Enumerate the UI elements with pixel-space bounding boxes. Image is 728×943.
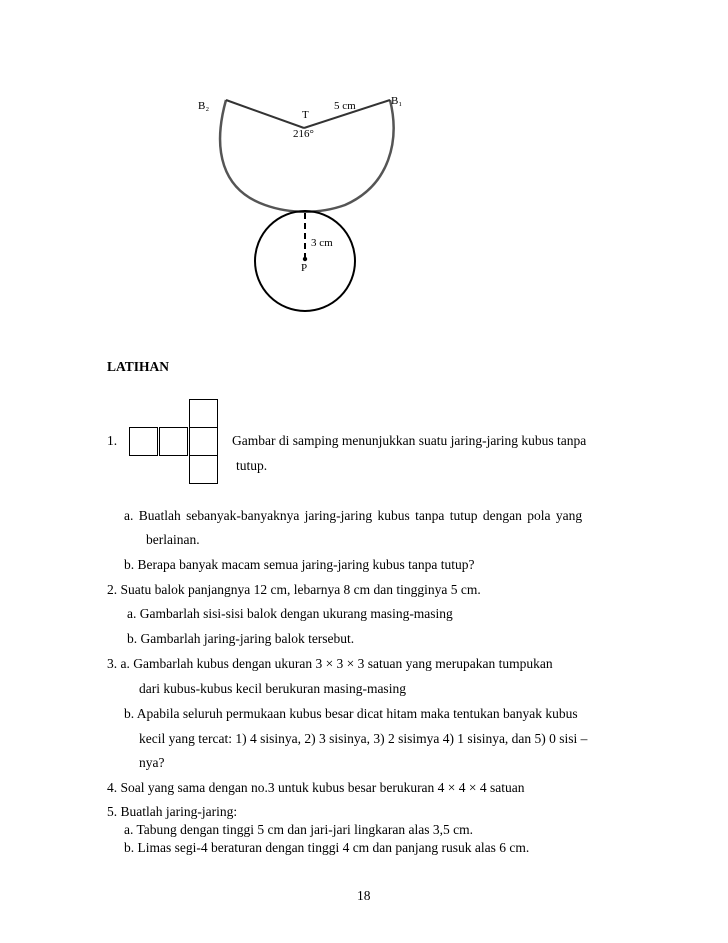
center-point (303, 257, 307, 261)
label-angle: 216° (293, 128, 314, 140)
sector-radius-left (226, 100, 304, 128)
label-apex: T (302, 109, 309, 121)
exercise-3-line5: nya? (139, 755, 165, 770)
exercise-1-item-a-cont: berlainan. (146, 532, 200, 547)
net-cell (159, 427, 188, 456)
exercise-1-item-b: b. Berapa banyak macam semua jaring-jaring kubus tanpa tutup? (124, 557, 475, 572)
exercise-3-line4: kecil yang tercat: 1) 4 sisinya, 2) 3 sisinya, 3) 2 sisimya 4) 1 sisinya, dan 5) 0 sisi – (139, 731, 588, 746)
exercise-5-item-a: a. Tabung dengan tinggi 5 cm dan jari-jari lingkaran alas 3,5 cm. (124, 822, 473, 837)
exercise-2-text: 2. Suatu balok panjangnya 12 cm, lebarnya 8 cm dan tingginya 5 cm. (107, 582, 481, 597)
exercise-4-text: 4. Soal yang sama dengan no.3 untuk kubus besar berukuran 4 × 4 × 4 satuan (107, 780, 525, 795)
label-b1: B₁ (391, 95, 403, 107)
label-slant-height: 5 cm (334, 100, 356, 112)
exercise-1-number: 1. (107, 433, 118, 448)
exercise-2-item-a: a. Gambarlah sisi-sisi balok dengan ukurang masing-masing (127, 606, 453, 621)
page-number: 18 (357, 888, 371, 903)
exercise-5-item-b: b. Limas segi-4 beraturan dengan tinggi 4 cm dan panjang rusuk alas 6 cm. (124, 840, 530, 855)
exercise-2-item-b: b. Gambarlah jaring-jaring balok tersebut. (127, 631, 355, 646)
label-b2: B₂ (198, 100, 210, 112)
exercise-3-line2: dari kubus-kubus kecil berukuran masing-masing (139, 681, 406, 696)
net-cell (189, 455, 218, 484)
section-title: LATIHAN (107, 359, 170, 374)
exercise-3-line3: b. Apabila seluruh permukaan kubus besar dicat hitam maka tentukan banyak kubus (124, 706, 578, 721)
cone-net-figure (0, 0, 728, 330)
label-center: P (301, 262, 308, 274)
net-cell (189, 399, 218, 428)
exercise-3-line1: 3. a. Gambarlah kubus dengan ukuran 3 × 3 × 3 satuan yang merupakan tumpukan (107, 656, 553, 671)
exercise-1-text-line2: tutup. (236, 458, 268, 473)
net-cell (189, 427, 218, 456)
exercise-1-text-line1: Gambar di samping menunjukkan suatu jaring-jaring kubus tanpa (232, 433, 587, 448)
label-radius: 3 cm (311, 237, 333, 249)
exercise-1-item-a: a. Buatlah sebanyak-banyaknya jaring-jaring kubus tanpa tutup dengan pola yang (124, 508, 583, 523)
exercise-5-text: 5. Buatlah jaring-jaring: (107, 804, 238, 819)
net-cell (129, 427, 158, 456)
